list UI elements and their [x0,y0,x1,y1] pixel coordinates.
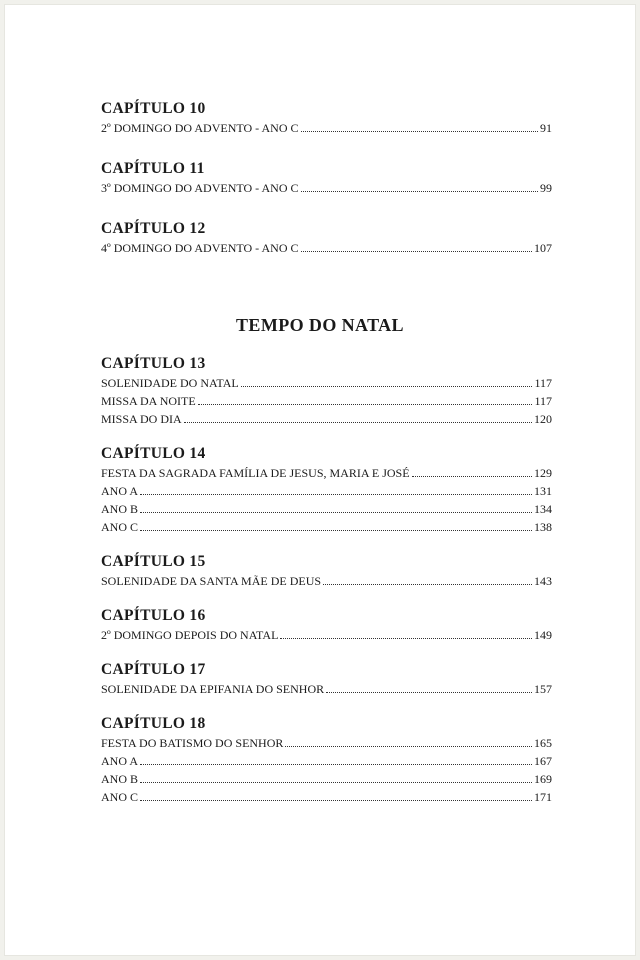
entry-label: MISSA DA NOITE [101,394,196,408]
dot-leader [326,692,532,693]
chapter-title: CAPÍTULO 15 [101,553,206,570]
dot-leader [198,404,533,405]
toc-entry [101,482,552,500]
toc-entry [101,119,552,137]
entry-page-number: 129 [534,466,552,480]
entry-page-number: 120 [534,412,552,426]
chapter-block [101,660,552,698]
dot-leader [140,800,532,801]
chapter-title: CAPÍTULO 14 [101,445,206,462]
chapter-block [101,219,552,257]
entry-label: 2º DOMINGO DO ADVENTO - ANO C [101,121,299,135]
entry-label: FESTA DA SAGRADA FAMÍLIA DE JESUS, MARIA E JOSÉ [101,466,410,480]
entry-page-number: 99 [540,181,552,195]
chapter-title: CAPÍTULO 16 [101,607,206,624]
entry-label: MISSA DO DIA [101,412,182,426]
toc-entry [101,626,552,644]
toc-entry [101,572,552,590]
chapter-title: CAPÍTULO 17 [101,661,206,678]
dot-leader [285,746,532,747]
entry-page-number: 117 [534,394,552,408]
chapter-block [101,606,552,644]
dot-leader [184,422,532,423]
entry-label: ANO B [101,502,139,516]
entry-page-number: 134 [534,502,552,516]
chapter-title: CAPÍTULO 10 [101,100,206,117]
entry-label: 4º DOMINGO DO ADVENTO - ANO C [101,241,299,255]
chapter-block [101,552,552,590]
book-page [4,4,636,956]
toc-entry [101,788,552,806]
dot-leader [140,782,532,783]
dot-leader [140,764,532,765]
entry-label: FESTA DO BATISMO DO SENHOR [101,736,284,750]
dot-leader [323,584,532,585]
entry-page-number: 138 [534,520,552,534]
toc-entry [101,392,552,410]
chapter-block [101,159,552,197]
entry-page-number: 107 [534,241,552,255]
dot-leader [140,512,532,513]
toc-entry [101,374,552,392]
entry-page-number: 169 [534,772,552,786]
table-of-contents-advent [101,99,552,257]
entry-label: SOLENIDADE DA EPIFANIA DO SENHOR [101,682,325,696]
dot-leader [140,530,532,531]
entry-label: ANO A [101,484,139,498]
toc-entry [101,752,552,770]
section-title: TEMPO DO NATAL [236,315,404,335]
entry-label: 2º DOMINGO DEPOIS DO NATAL [101,628,279,642]
chapter-block [101,354,552,428]
toc-entry [101,410,552,428]
entry-page-number: 91 [540,121,552,135]
toc-entry [101,734,552,752]
toc-entry [101,500,552,518]
toc-entry [101,464,552,482]
chapter-title: CAPÍTULO 18 [101,715,206,732]
toc-entry [101,179,552,197]
dot-leader [301,191,539,192]
entry-label: ANO B [101,772,139,786]
entry-label: ANO A [101,754,139,768]
entry-label: ANO C [101,790,139,804]
entry-page-number: 167 [534,754,552,768]
entry-label: SOLENIDADE DA SANTA MÃE DE DEUS [101,574,322,588]
table-of-contents-christmas [101,354,552,806]
entry-label: 3º DOMINGO DO ADVENTO - ANO C [101,181,299,195]
entry-label: SOLENIDADE DO NATAL [101,376,239,390]
chapter-title: CAPÍTULO 13 [101,355,206,372]
dot-leader [241,386,533,387]
toc-entry [101,770,552,788]
toc-entry [101,680,552,698]
chapter-block [101,99,552,137]
entry-label: ANO C [101,520,139,534]
toc-entry [101,518,552,536]
entry-page-number: 131 [534,484,552,498]
chapter-title: CAPÍTULO 11 [101,160,205,177]
entry-page-number: 149 [534,628,552,642]
dot-leader [280,638,532,639]
entry-page-number: 143 [534,574,552,588]
entry-page-number: 117 [534,376,552,390]
dot-leader [301,251,533,252]
entry-page-number: 171 [534,790,552,804]
chapter-block [101,444,552,536]
entry-page-number: 165 [534,736,552,750]
entry-page-number: 157 [534,682,552,696]
dot-leader [140,494,532,495]
chapter-title: CAPÍTULO 12 [101,220,206,237]
chapter-block [101,714,552,806]
dot-leader [301,131,539,132]
toc-entry [101,239,552,257]
dot-leader [412,476,532,477]
